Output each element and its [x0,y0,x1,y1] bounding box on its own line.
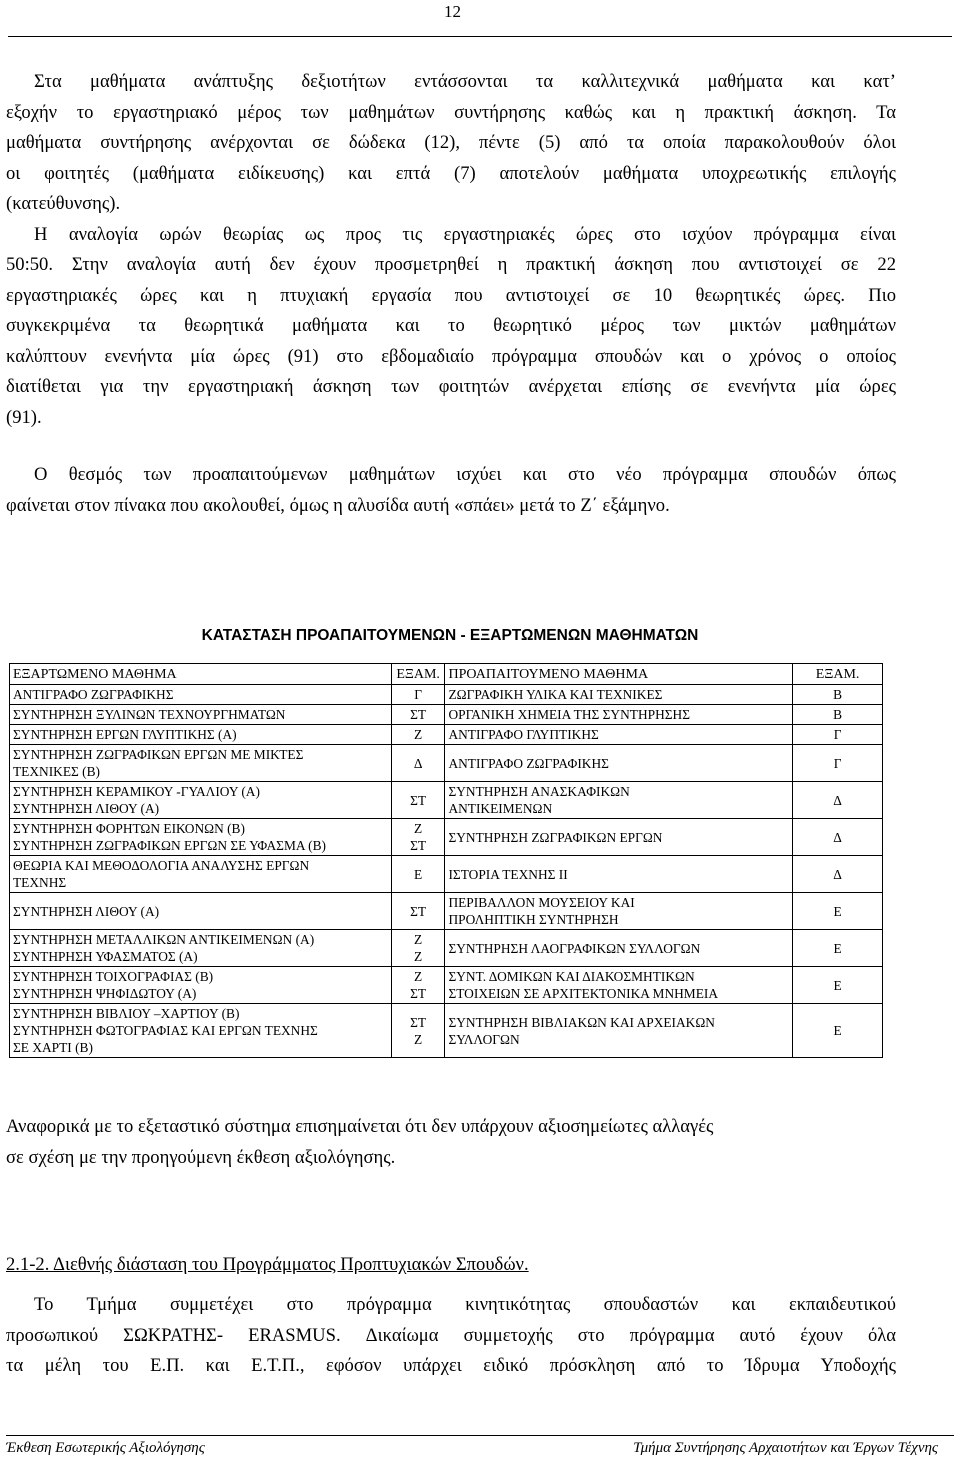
prerequisite-semester-cell: Ε [793,930,883,967]
dependent-semester-cell-line: ΣΤ [410,986,427,1001]
prerequisite-course-cell-line: ΣΥΛΛΟΓΩΝ [448,1031,520,1047]
table-row [10,685,883,705]
dependent-course-cell [10,685,392,705]
prerequisite-course-cell [445,745,793,782]
text-line: εργαστηριακές ώρες και η πτυχιακή εργασία που αντιστοιχεί σε 10 θεωρητικές ώρες. Πιο [6,284,896,306]
prerequisite-course-cell [445,930,793,967]
prerequisite-semester-cell: Β [793,705,883,725]
prerequisite-course-cell-line: ΣΤΟΙΧΕΙΩΝ ΣΕ ΑΡΧΙΤΕΚΤΟΝΙΚΑ ΜΝΗΜΕΙΑ [448,986,719,1001]
dependent-semester-cell [391,819,445,856]
dependent-course-cell-line: ΘΕΩΡΙΑ ΚΑΙ ΜΕΘΟΔΟΛΟΓΙΑ ΑΝΑΛΥΣΗΣ ΕΡΓΩΝ [13,858,310,873]
dependent-course-cell-line: ΤΕΧΝΙΚΕΣ (Β) [13,764,100,779]
dependent-semester-cell-line: ΣΤ [410,707,427,722]
table-row [10,893,883,930]
prerequisite-course-cell-line: ΠΕΡΙΒΑΛΛΟΝ ΜΟΥΣΕΙΟΥ ΚΑΙ [448,895,635,910]
prerequisite-semester-cell: Β [793,685,883,705]
prerequisite-course-cell [445,705,793,725]
text-line: φαίνεται στον πίνακα που ακολουθεί, όμως η αλυσίδα αυτή «σπάει» μετά το Ζ΄ εξάμηνο. [6,494,670,516]
section-heading: 2.1-2. Διεθνής διάσταση του Προγράμματος Προπτυχιακών Σπουδών. [6,1254,529,1275]
dependent-course-cell [10,930,392,967]
header-rule [8,36,952,37]
dependent-semester-cell-line: Ζ [414,969,423,984]
dependent-course-cell-line: ΣΕ ΧΑΡΤΙ (Β) [13,1040,93,1055]
dependent-course-cell [10,819,392,856]
text-line: σε σχέση με την προηγούμενη έκθεση αξιολόγησης. [6,1146,396,1168]
dependent-semester-cell-line: Ζ [414,727,423,742]
prerequisite-semester-cell: Ε [793,893,883,930]
erasmus-paragraph [6,1290,896,1382]
prerequisite-semester-cell: Ε [793,1004,883,1058]
dependent-course-cell [10,725,392,745]
dependent-course-cell [10,745,392,782]
prerequisite-course-cell-line: ΣΥΝΤ. ΔΟΜΙΚΩΝ ΚΑΙ ΔΙΑΚΟΣΜΗΤΙΚΩΝ [448,969,695,984]
dependent-semester-cell [391,893,445,930]
dependent-course-cell [10,782,392,819]
text-line: προσωπικού ΣΩΚΡΑΤΗΣ- ERASMUS. Δικαίωμα συμμετοχής στο πρόγραμμα αυτό έχουν όλα [6,1324,896,1346]
dependent-course-cell [10,705,392,725]
dependent-course-cell [10,893,392,930]
prerequisite-course-cell-line: ΙΣΤΟΡΙΑ ΤΕΧΝΗΣ ΙΙ [448,866,568,882]
prerequisite-course-cell-line: ΣΥΝΤΗΡΗΣΗ ΖΩΓΡΑΦΙΚΩΝ ΕΡΓΩΝ [448,829,663,845]
dependent-course-cell-line: ΣΥΝΤΗΡΗΣΗ ΛΙΘΟΥ (Α) [13,903,160,919]
text-line: (κατεύθυνσης). [6,193,121,214]
dependent-course-cell-line: ΣΥΝΤΗΡΗΣΗ ΕΡΓΩΝ ΓΛΥΠΤΙΚΗΣ (Α) [13,727,237,742]
dependent-course-cell-line: ΣΥΝΤΗΡΗΣΗ ΥΦΑΣΜΑΤΟΣ (Α) [13,949,198,964]
dependent-semester-cell [391,685,445,705]
prerequisite-course-cell-line: ΠΡΟΛΗΠΤΙΚΗ ΣΥΝΤΗΡΗΣΗ [448,912,619,927]
dependent-semester-cell-line: Δ [413,755,423,771]
prerequisite-semester-cell: Γ [793,725,883,745]
prerequisite-semester-cell: Δ [793,856,883,893]
dependent-semester-cell [391,745,445,782]
dependent-semester-cell [391,705,445,725]
table-title: ΚΑΤΑΣΤΑΣΗ ΠΡΟΑΠΑΙΤΟΥΜΕΝΩΝ - ΕΞΑΡΤΩΜΕΝΩΝ ΜΑΘΗΜΑΤΩΝ [201,627,699,644]
text-line: οι φοιτητές (μαθήματα ειδίκευσης) και επτά (7) αποτελούν μαθήματα υποχρεωτικής επιλογής [6,162,896,184]
text-line: Η αναλογία ωρών θεωρίας ως προς τις εργαστηριακές ώρες στο ισχύον πρόγραμμα είναι [34,223,896,245]
text-line: (91). [6,406,42,428]
dependent-course-cell [10,967,392,1004]
dependent-course-cell-line: ΑΝΤΙΓΡΑΦΟ ΖΩΓΡΑΦΙΚΗΣ [13,687,174,702]
header-dependent-semester: ΕΞΑΜ. [391,664,445,685]
text-line: 50:50. Στην αναλογία αυτή δεν έχουν προσμετρηθεί η πρακτική άσκηση που αντιστοιχεί σε 22 [6,254,896,275]
dependent-semester-cell [391,1004,445,1058]
table-row [10,856,883,893]
table-row [10,967,883,1004]
prerequisite-paragraph [6,460,896,521]
footer-left: Έκθεση Εσωτερικής Αξιολόγησης [6,1440,205,1456]
prerequisite-course-cell [445,725,793,745]
dependent-course-cell-line: ΣΥΝΤΗΡΗΣΗ ΖΩΓΡΑΦΙΚΩΝ ΕΡΓΩΝ ΣΕ ΥΦΑΣΜΑ (Β) [13,838,326,853]
prerequisite-table [9,663,883,1058]
table-row [10,782,883,819]
prerequisite-course-cell-line: ΑΝΤΙΓΡΑΦΟ ΓΛΥΠΤΙΚΗΣ [448,727,599,742]
table-body [10,685,883,1058]
footer-right: Τμήμα Συντήρησης Αρχαιοτήτων και Έργων Τέχνης [633,1440,938,1456]
dependent-semester-cell-line: ΣΤ [410,903,427,919]
exam-paragraph [6,1112,896,1173]
text-line: μαθήματα συντήρησης ανέρχονται σε δώδεκα (12), πέντε (5) από τα οποία παρακολουθούν όλοι [6,132,896,153]
prerequisite-course-cell-line: ΑΝΤΙΓΡΑΦΟ ΖΩΓΡΑΦΙΚΗΣ [448,755,609,771]
prerequisite-course-cell [445,782,793,819]
prerequisite-course-cell-line: ΣΥΝΤΗΡΗΣΗ ΒΙΒΛΙΑΚΩΝ ΚΑΙ ΑΡΧΕΙΑΚΩΝ [448,1014,715,1030]
table-row [10,930,883,967]
prerequisite-semester-cell: Δ [793,782,883,819]
dependent-semester-cell-line: Ζ [414,821,423,836]
dependent-course-cell-line: ΤΕΧΝΗΣ [13,875,67,890]
dependent-semester-cell [391,725,445,745]
text-line: εξοχήν το εργαστηριακό μέρος των μαθημάτων συντήρησης καθώς και η πρακτική άσκηση. Τα [6,101,896,123]
text-line: Στα μαθήματα ανάπτυξης δεξιοτήτων εντάσσονται τα καλλιτεχνικά μαθήματα και κατ’ [34,71,896,92]
prerequisite-course-cell [445,893,793,930]
prerequisite-semester-cell: Ε [793,967,883,1004]
dependent-semester-cell-line: ΣΤ [410,1014,427,1030]
prerequisite-course-cell [445,685,793,705]
prerequisite-course-cell [445,1004,793,1058]
text-line: καλύπτουν ενενήντα μία ώρες (91) στο εβδομαδιαίο πρόγραμμα σπουδών και ο χρόνος ο οποίος [6,345,896,367]
text-line: Αναφορικά με το εξεταστικό σύστημα επισημαίνεται ότι δεν υπάρχουν αξιοσημείωτες αλλαγές [6,1116,714,1137]
prerequisite-course-cell-line: ΖΩΓΡΑΦΙΚΗ ΥΛΙΚΑ ΚΑΙ ΤΕΧΝΙΚΕΣ [448,687,663,702]
dependent-semester-cell-line: Γ [414,687,422,702]
page-number: 12 [444,2,461,21]
table-row [10,745,883,782]
prerequisite-semester-cell: Γ [793,745,883,782]
prerequisite-course-cell [445,967,793,1004]
dependent-semester-cell-line: ΣΤ [410,838,427,853]
header-prerequisite-semester: ΕΞΑΜ. [793,664,883,685]
prerequisite-course-cell-line: ΣΥΝΤΗΡΗΣΗ ΑΝΑΣΚΑΦΙΚΩΝ [448,784,630,799]
dependent-course-cell-line: ΣΥΝΤΗΡΗΣΗ ΚΕΡΑΜΙΚΟΥ -ΓΥΑΛΙΟΥ (Α) [13,784,260,799]
prerequisite-course-cell-line: ΟΡΓΑΝΙΚΗ ΧΗΜΕΙΑ ΤΗΣ ΣΥΝΤΗΡΗΣΗΣ [448,707,690,722]
dependent-course-cell [10,856,392,893]
prerequisite-course-cell-line: ΑΝΤΙΚΕΙΜΕΝΩΝ [448,801,553,816]
footer-rule [6,1435,954,1436]
dependent-semester-cell [391,856,445,893]
table-row [10,819,883,856]
table-header-row [10,664,883,685]
dependent-semester-cell [391,967,445,1004]
text-line: διατίθεται για την εργαστηριακή άσκηση των φοιτητών ανέρχεται επίσης σε ενενήντα μία ώρες [6,376,896,397]
dependent-semester-cell [391,782,445,819]
dependent-semester-cell-line: Ζ [414,932,423,947]
dependent-semester-cell-line: Ζ [414,949,423,964]
text-line: συγκεκριμένα τα θεωρητικά μαθήματα και το θεωρητικό μέρος των μικτών μαθημάτων [6,315,896,336]
dependent-course-cell-line: ΣΥΝΤΗΡΗΣΗ ΛΙΘΟΥ (Α) [13,801,160,816]
text-line: Το Τμήμα συμμετέχει στο πρόγραμμα κινητικότητας σπουδαστών και εκπαιδευτικού [34,1294,896,1315]
dependent-course-cell-line: ΣΥΝΤΗΡΗΣΗ ΤΟΙΧΟΓΡΑΦΙΑΣ (Β) [13,969,214,984]
table-row [10,705,883,725]
text-line: τα μέλη του Ε.Π. και Ε.Τ.Π., εφόσον υπάρχει ειδικό πρόσκληση από το Ίδρυμα Υποδοχής [6,1355,896,1376]
dependent-semester-cell-line: Ε [414,866,423,882]
dependent-course-cell-line: ΣΥΝΤΗΡΗΣΗ ΦΩΤΟΓΡΑΦΙΑΣ ΚΑΙ ΕΡΓΩΝ ΤΕΧΝΗΣ [13,1023,318,1038]
dependent-course-cell-line: ΣΥΝΤΗΡΗΣΗ ΨΗΦΙΔΩΤΟΥ (Α) [13,986,197,1001]
dependent-course-cell [10,1004,392,1058]
dependent-course-cell-line: ΣΥΝΤΗΡΗΣΗ ΜΕΤΑΛΛΙΚΩΝ ΑΝΤΙΚΕΙΜΕΝΩΝ (Α) [13,932,315,947]
table-row [10,725,883,745]
header-prerequisite-course: ΠΡΟΑΠΑΙΤΟΥΜΕΝΟ ΜΑΘΗΜΑ [445,664,793,685]
dependent-semester-cell [391,930,445,967]
dependent-course-cell-line: ΣΥΝΤΗΡΗΣΗ ΖΩΓΡΑΦΙΚΩΝ ΕΡΓΩΝ ΜΕ ΜΙΚΤΕΣ [13,747,304,762]
dependent-course-cell-line: ΣΥΝΤΗΡΗΣΗ ΦΟΡΗΤΩΝ ΕΙΚΟΝΩΝ (Β) [13,821,245,836]
prerequisite-course-cell-line: ΣΥΝΤΗΡΗΣΗ ΛΑΟΓΡΑΦΙΚΩΝ ΣΥΛΛΟΓΩΝ [448,940,701,956]
prerequisite-course-cell [445,856,793,893]
dependent-course-cell-line: ΣΥΝΤΗΡΗΣΗ ΞΥΛΙΝΩΝ ΤΕΧΝΟΥΡΓΗΜΑΤΩΝ [13,707,286,722]
dependent-course-cell-line: ΣΥΝΤΗΡΗΣΗ ΒΙΒΛΙΟΥ –ΧΑΡΤΙΟΥ (Β) [13,1006,240,1021]
table-row [10,1004,883,1058]
prerequisite-semester-cell: Δ [793,819,883,856]
header-dependent-course: ΕΞΑΡΤΩΜΕΝΟ ΜΑΘΗΜΑ [10,664,392,685]
prerequisite-course-cell [445,819,793,856]
dependent-semester-cell-line: Ζ [414,1031,423,1047]
dependent-semester-cell-line: ΣΤ [410,792,427,808]
text-line: Ο θεσμός των προαπαιτούμενων μαθημάτων ισχύει και στο νέο πρόγραμμα σπουδών όπως [34,464,896,485]
intro-paragraph [6,67,896,433]
